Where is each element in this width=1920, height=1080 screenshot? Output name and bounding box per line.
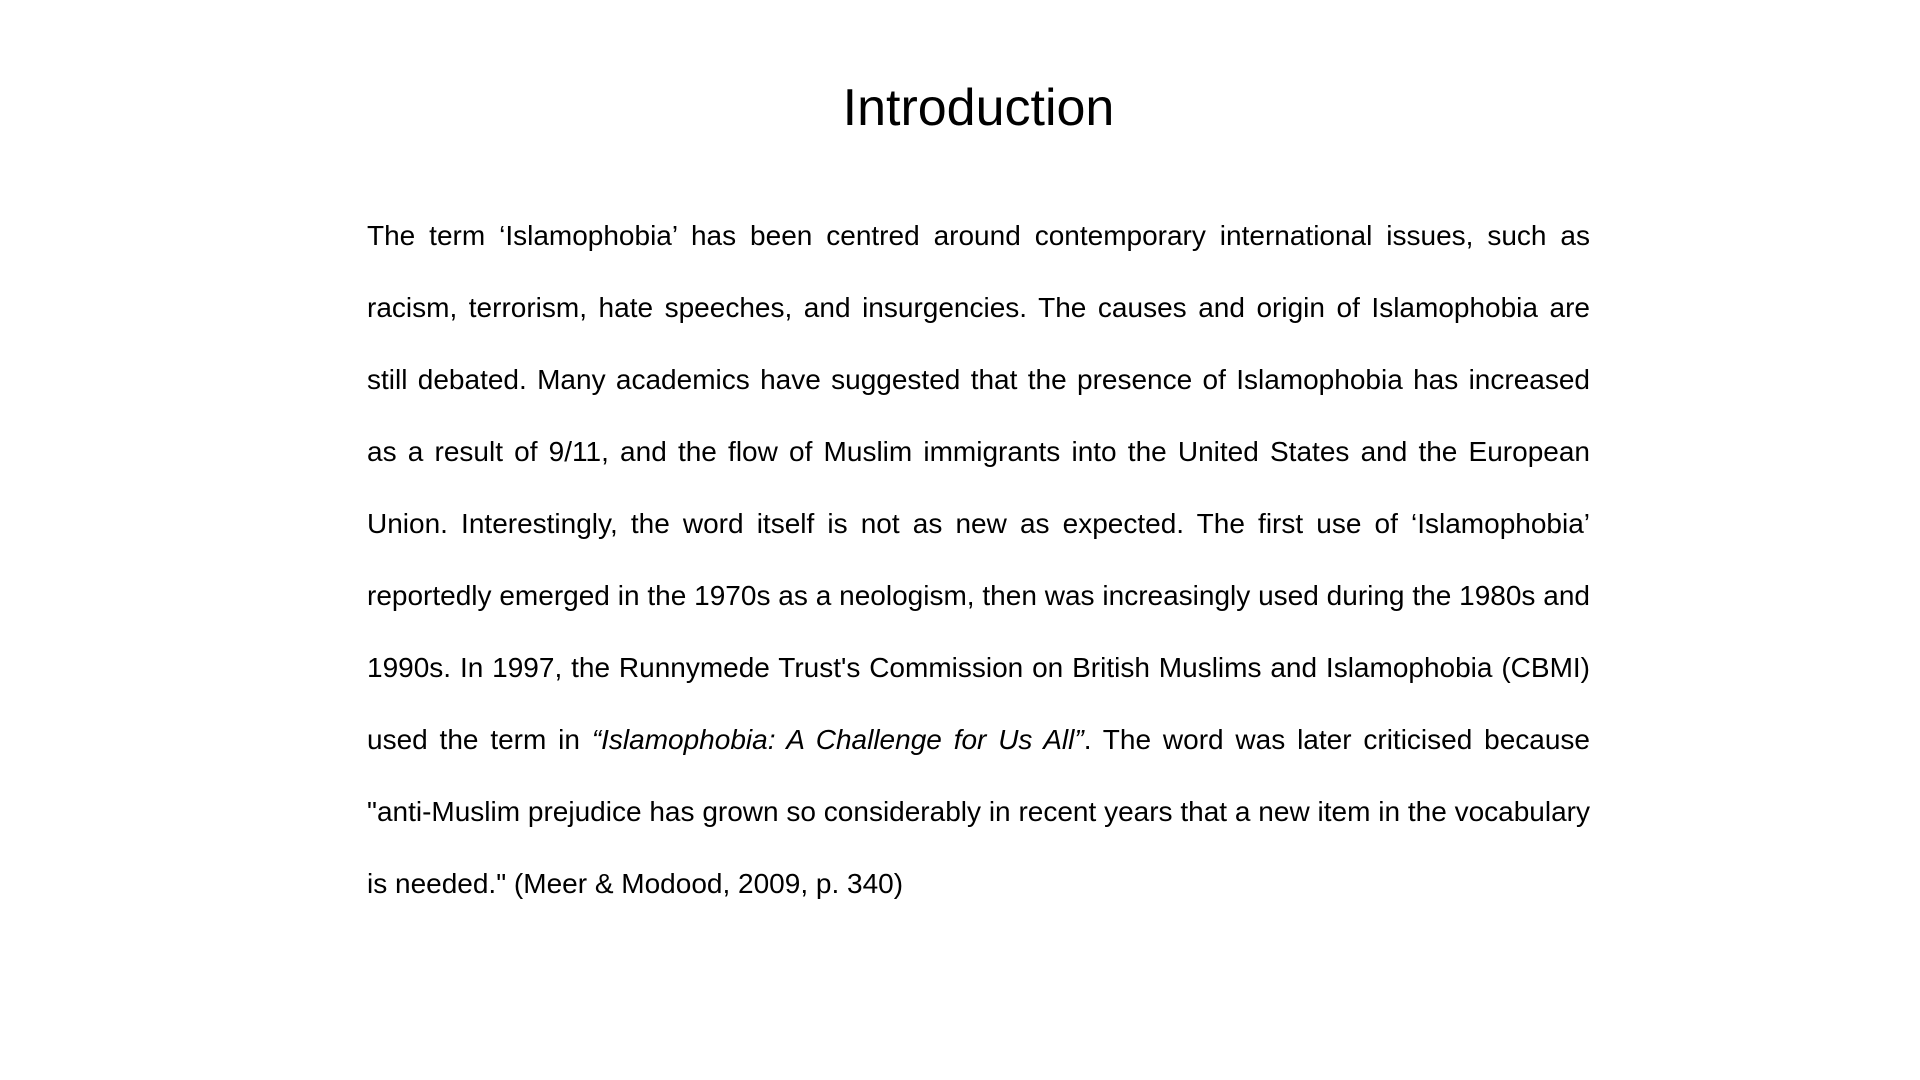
- work-title-italic: “Islamophobia: A Challenge for Us All”: [591, 724, 1084, 755]
- paragraph-text-after-italic: . The word was later criticised because "anti-Muslim prejudice has grown so considerably in recent years that a new item in the vocabulary is needed." (Meer & Modood, 2009, p. 340): [367, 724, 1590, 899]
- paragraph-text-before-italic: The term ‘Islamophobia’ has been centred around contemporary international issues, such as racism, terrorism, hate speeches, and insurgencies. The causes and origin of Islamophobia are still debated. Many academics have suggested that the presence of Islamophobia has increased as a result of 9/11, and the flow of Muslim immigrants into the United States and the European Union. Interestingly, the word itself is not as new as expected. The first use of ‘Islamophobia’ reportedly emerged in the 1970s as a neologism, then was increasingly used during the 1980s and 1990s. In 1997, the Runnymede Trust's Commission on British Muslims and Islamophobia (CBMI) used the term in: [367, 220, 1590, 755]
- introduction-paragraph: [367, 200, 1590, 920]
- document-title: Introduction: [842, 79, 1115, 137]
